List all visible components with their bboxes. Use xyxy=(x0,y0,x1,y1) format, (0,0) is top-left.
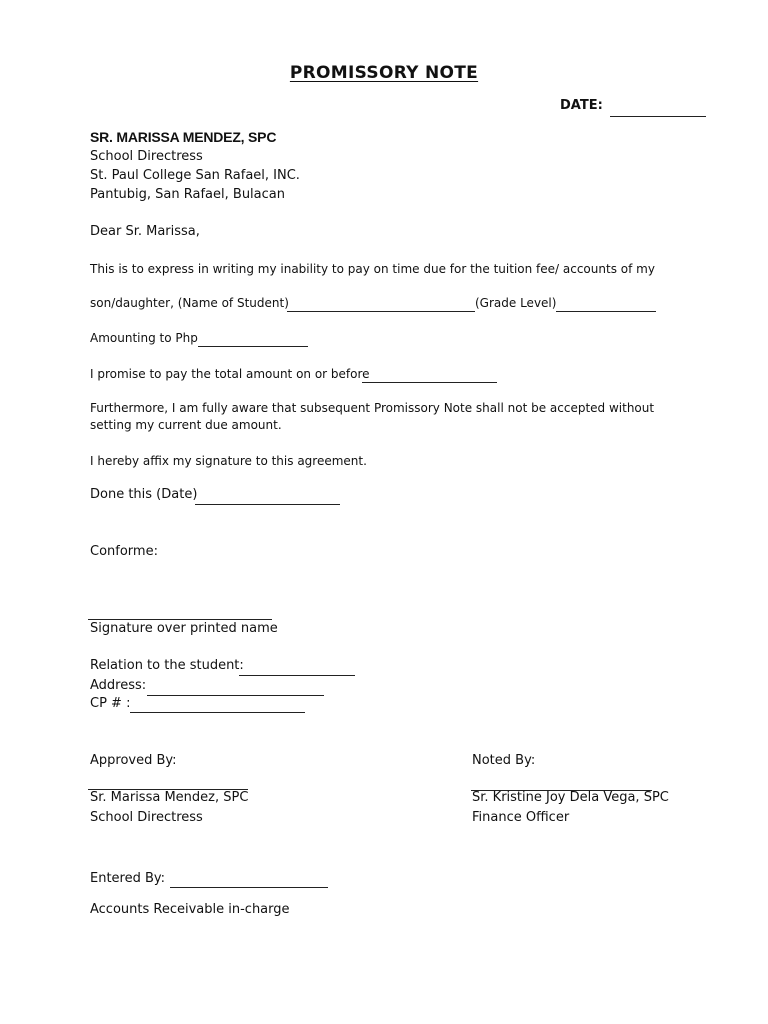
grade-level-field-line[interactable] xyxy=(556,311,656,312)
conforme-label: Conforme: xyxy=(90,544,158,559)
student-name-label: son/daughter, (Name of Student) xyxy=(90,296,289,310)
relation-field-line[interactable] xyxy=(239,675,355,676)
recipient-address: Pantubig, San Rafael, Bulacan xyxy=(90,187,285,202)
relation-label: Relation to the student: xyxy=(90,658,244,673)
body-line-1: This is to express in writing my inability to pay on time due for the tuition fee/ accounts of my xyxy=(90,262,655,276)
cp-label: CP # : xyxy=(90,696,131,711)
cp-field-line[interactable] xyxy=(130,712,305,713)
promise-date-field-line[interactable] xyxy=(362,382,497,383)
recipient-name: SR. MARISSA MENDEZ, SPC xyxy=(90,129,277,145)
recipient-position: School Directress xyxy=(90,149,203,164)
done-date-field-line[interactable] xyxy=(195,504,340,505)
signature-caption: Signature over printed name xyxy=(90,621,278,636)
date-field-line[interactable] xyxy=(610,116,706,117)
entered-by-field-line[interactable] xyxy=(170,887,328,888)
noter-name: Sr. Kristine Joy Dela Vega, SPC xyxy=(472,790,669,805)
approved-by-label: Approved By: xyxy=(90,753,177,768)
document-title: PROMISSORY NOTE xyxy=(289,63,479,83)
recipient-block xyxy=(90,128,300,204)
amount-label: Amounting to Php xyxy=(90,331,198,345)
furthermore-paragraph: Furthermore, I am fully aware that subsequent Promissory Note shall not be accepted without setting my current due amount. xyxy=(90,401,655,432)
entered-by-role: Accounts Receivable in-charge xyxy=(90,902,290,917)
approver-position: School Directress xyxy=(90,810,203,825)
noter-position: Finance Officer xyxy=(472,810,570,825)
grade-level-label: (Grade Level) xyxy=(475,296,557,310)
recipient-institution: St. Paul College San Rafael, INC. xyxy=(90,168,300,183)
amount-field-line[interactable] xyxy=(198,346,308,347)
address-field-line[interactable] xyxy=(147,695,324,696)
address-label: Address: xyxy=(90,678,147,693)
affix-statement: I hereby affix my signature to this agreement. xyxy=(90,454,367,468)
noted-by-label: Noted By: xyxy=(472,753,536,768)
salutation: Dear Sr. Marissa, xyxy=(90,224,200,239)
promise-label: I promise to pay the total amount on or before xyxy=(90,367,370,381)
conforme-signature-line[interactable] xyxy=(88,619,272,620)
date-label: DATE: xyxy=(560,98,603,113)
done-date-label: Done this (Date) xyxy=(90,487,198,502)
student-name-field-line[interactable] xyxy=(287,311,475,312)
approver-name: Sr. Marissa Mendez, SPC xyxy=(90,790,249,805)
entered-by-label: Entered By: xyxy=(90,871,166,886)
